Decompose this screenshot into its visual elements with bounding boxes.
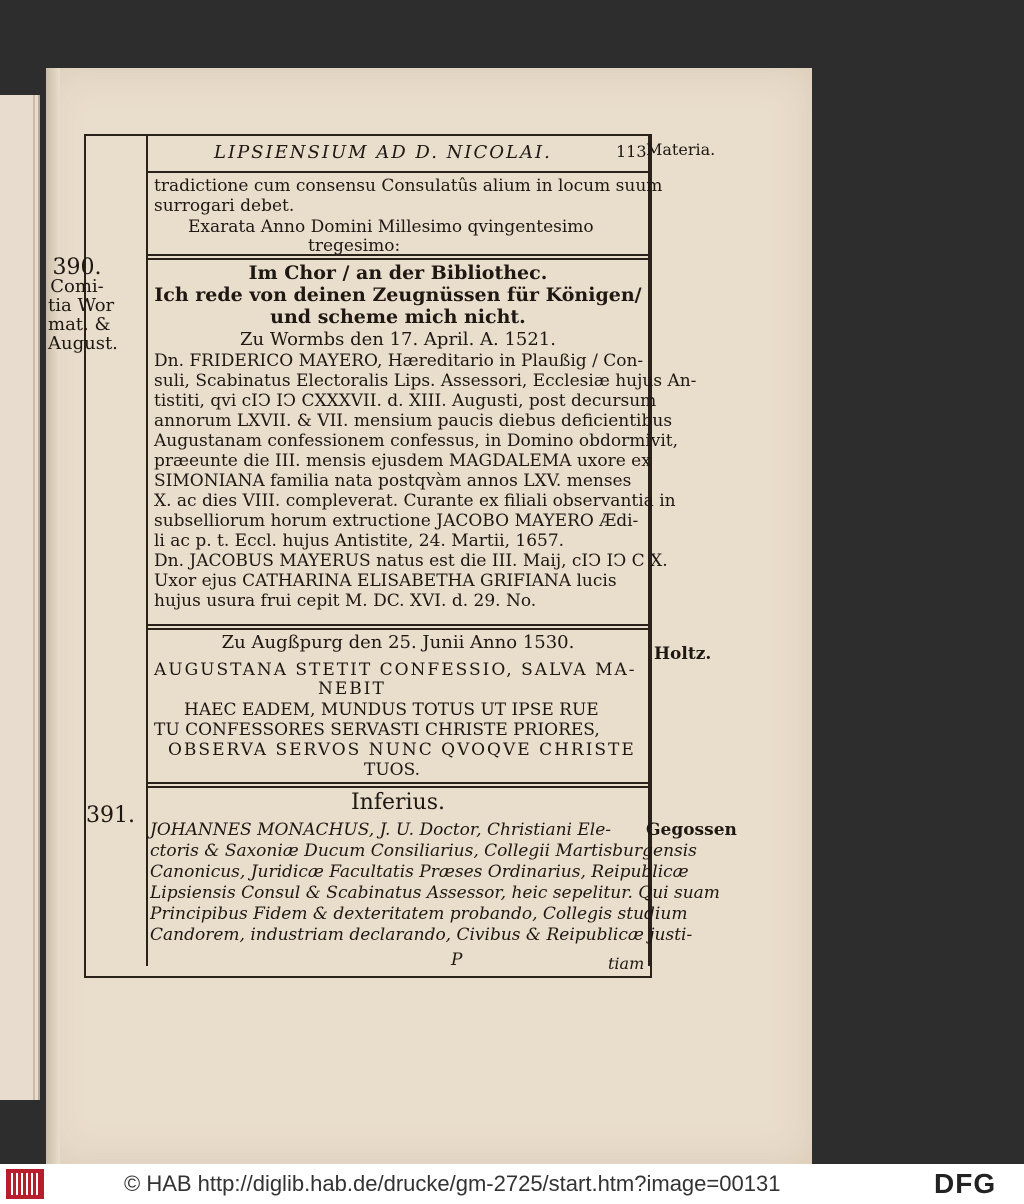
s3-line6: TUOS. (364, 760, 421, 780)
s3-line3: HAEC EADEM, MUNDUS TOTUS UT IPSE RUE (184, 700, 599, 720)
s1-line3: Exarata Anno Domini Millesimo qvingentesimo (188, 217, 594, 237)
rule-2 (148, 624, 648, 626)
rule-1b (148, 258, 648, 260)
signature-mark: P (451, 950, 463, 970)
s1-line2: surrogari debet. (154, 196, 295, 216)
s3-line1: AUGUSTANA STETIT CONFESSIO, SALVA MA- (154, 660, 637, 680)
s2-heading3: und scheme mich nicht. (270, 306, 526, 328)
margin-holtz: Holtz. (654, 644, 712, 664)
page-number: 113 (616, 142, 647, 161)
rule-2b (148, 628, 648, 630)
book-page: LIPSIENSIUM AD D. NICOLAI. 113 Materia. tradictione cum consensu Consulatûs alium in locum suum surrogari debet. Exarata Anno Domini Millesimo qvingentesimo tregesimo: 390. Comi- tia Wor mat. & August. Im Chor / an der Bibliothec. Ich rede von deinen Zeugnüssen für Königen/ und scheme mich nicht. Zu Wormbs den 17. April. A. 1521. Dn. FRIDERICO MAYERO, Hæreditario in Plaußig / Con- suli, Scabinatus Electoralis Lips. Assessori, Ecclesiæ hujus An- tistiti, qvi cIↃ IↃ CXXXVII. d. XIII. Augusti, post decursum annorum LXVII. & VII. mensium paucis diebus deficientibus Augustanam confessionem confessus, in Domino obdormivit, præeunte die III. mensis ejusdem MAGDALEMA uxore ex SIMONIANA familia nata postqvàm annos LXV. menses X. ac dies VIII. compleverat. Curante ex filiali observantia in subselliorum horum extructione JACOBO MAYERO Ædi- li ac p. t. Eccl. hujus Antistite, 24. Martii, 1657. Dn. JACOBUS MAYERUS natus est die III. Maij, cIↃ IↃ C X. Uxor ejus CATHARINA ELISABETHA GRIFIANA lucis hujus usura frui cepit M. DC. XVI. d. 29. No. Zu Augßpurg den 25. Junii Anno 1530. AUGUSTANA STETIT CONFESSIO, SALVA MA- NEBIT HAEC EADEM, MUNDUS TOTUS UT IPSE RUE TU CONFESSORES SERVASTI CHRISTE PRIORES, OBSERVA SERVOS NUNC QVOQVE CHRISTE TUOS. Holtz. 391. Inferius. Gegossen JOHANNES MONACHUS, J. U. Doctor, Christiani Ele- ctoris & Saxoniæ Ducum Consiliarius, Collegii Martisburgensis Canonicus, Juridicæ Facultatis Præses Ordinarius, Reipublicæ Lipsiensis Consul & Scabinatus Assessor, heic sepelitur. Qui suam Principibus Fidem & dexteritatem probando, Collegis studium Candorem, industriam declarando, Civibus & Reipublicæ justi- P tiam (46, 68, 812, 1164)
header-rule (148, 171, 648, 173)
margin-gegossen: Gegossen (646, 820, 737, 840)
copyright-link[interactable]: © HAB http://diglib.hab.de/drucke/gm-2725/start.htm?image=00131 (124, 1171, 781, 1196)
catchword: tiam (608, 954, 645, 973)
rule-3 (148, 782, 648, 784)
margin-391: 391. (86, 803, 135, 828)
rule-1 (148, 254, 648, 256)
s3-line4: TU CONFESSORES SERVASTI CHRISTE PRIORES, (154, 720, 600, 740)
hab-logo-icon (6, 1169, 44, 1199)
s4-heading: Inferius. (350, 790, 446, 815)
s2-heading1: Im Chor / an der Bibliothec. (248, 262, 548, 284)
s3-line2: NEBIT (318, 679, 386, 699)
previous-page-edge (0, 95, 40, 1100)
viewer-footer (0, 1164, 1024, 1204)
s2-heading4: Zu Wormbs den 17. April. A. 1521. (240, 329, 556, 350)
s1-line1: tradictione cum consensu Consulatûs alium in locum suum (154, 176, 663, 196)
s1-line4: tregesimo: (308, 236, 401, 256)
dfg-logo: DFG (934, 1168, 997, 1199)
margin-390: 390. Comi- tia Wor mat. & August. (48, 255, 118, 354)
page-gutter (46, 68, 60, 1164)
rule-3b (148, 786, 648, 788)
running-header: LIPSIENSIUM AD D. NICOLAI. (214, 142, 552, 163)
s3-line5: OBSERVA SERVOS NUNC QVOQVE CHRISTE (168, 740, 636, 760)
s3-heading: Zu Augßpurg den 25. Junii Anno 1530. (221, 632, 575, 653)
s2-heading2: Ich rede von deinen Zeugnüssen für Königen/ (154, 284, 642, 306)
margin-materia: Materia. (646, 140, 716, 159)
